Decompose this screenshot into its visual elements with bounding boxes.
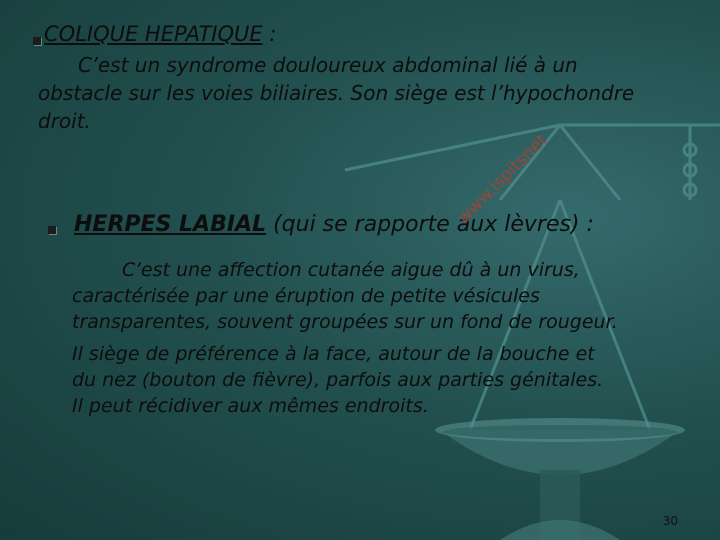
- bullet-icon: [48, 226, 56, 234]
- section2-line: transparentes, souvent groupées sur un fond de rougeur.: [72, 311, 618, 333]
- section1-line: droit.: [38, 109, 91, 133]
- page-number: 30: [662, 514, 678, 528]
- section1-line: C’est un syndrome douloureux abdominal lié à un: [78, 53, 578, 77]
- section1-line: obstacle sur les voies biliaires. Son siège est l’hypochondre: [38, 81, 635, 105]
- section2-line: Il peut récidiver aux mêmes endroits.: [72, 395, 429, 417]
- section2-line: C’est une affection cutanée aigue dû à un virus,: [122, 259, 580, 281]
- bullet-icon: [33, 37, 41, 45]
- section2-heading: [74, 212, 594, 237]
- section1-title: COLIQUE HEPATIQUE: [44, 22, 263, 46]
- section1-heading: [44, 22, 276, 46]
- section1-title-suffix: :: [262, 22, 277, 46]
- section2-line: du nez (bouton de fièvre), parfois aux parties génitales.: [72, 369, 604, 391]
- section2-title-rest: (qui se rapporte aux lèvres) :: [266, 212, 594, 237]
- section2-line: caractérisée par une éruption de petite vésicules: [72, 285, 540, 307]
- section2-title: HERPES LABIAL: [74, 212, 267, 237]
- section2-line: Il siège de préférence à la face, autour de la bouche et: [72, 343, 595, 365]
- watermark-text: www.ispitsnet: [453, 130, 552, 228]
